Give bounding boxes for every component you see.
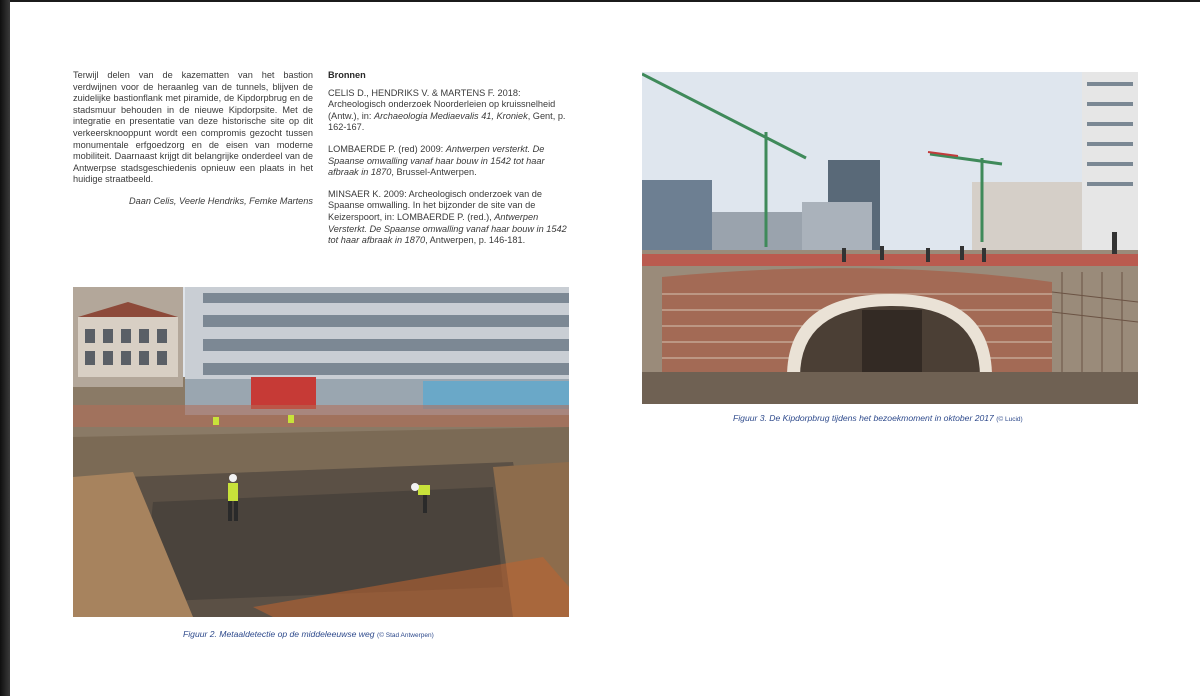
figure-3-caption: Figuur 3. De Kipdorpbrug tijdens het bezoekmoment in oktober 2017 (© Lucid) (733, 413, 1023, 423)
sources-column (328, 70, 573, 257)
document-page (10, 2, 1200, 696)
figure-3-photo (642, 72, 1138, 404)
figure-2-caption: Figuur 2. Metaaldetectie op de middeleeuwse weg (© Stad Antwerpen) (183, 629, 434, 639)
viewer-edge (0, 0, 10, 696)
reference-minsaer: MINSAER K. 2009: Archeologisch onderzoek van de Spaanse omwalling. In het bijzonder de site van de Keizerspoort, in: LOMBAERDE P. (red.), Antwerpen Versterkt. De Spaanse omwalling vanaf haar bouw in 1542 tot haar afbraak in 1870, Antwerpen, p. 146-181. (328, 188, 567, 246)
reference-celis: CELIS D., HENDRIKS V. & MARTENS F. 2018: Archeologisch onderzoek Noorderleien op kruissnelheid (Antw.), in: Archaeologia Mediaevalis 41, Kroniek, Gent, p. 162-167. (328, 87, 566, 133)
text-column-left (73, 70, 313, 218)
figure-2-photo (73, 287, 569, 617)
closing-paragraph: Terwijl delen van de kazematten van het bastion verdwijnen voor de heraanleg van de tunnels, blijven de zuidelijke bastionflank met piramide, de Kipdorpbrug en de stadsmuur behouden in de nieuwe Kipdorpsite. Met de integratie en presentatie van deze historische site op dit verkeersknooppunt wordt een compromis gezocht tussen monumentale erfgoedzorg en de eisen van moderne mobiliteit. Daarnaast krijgt dit belangrijke onderdeel van de Antwerpse stadsgeschiedenis opnieuw een plaats in het huidige straatbeeld. (73, 70, 313, 185)
authors-line: Daan Celis, Veerle Hendriks, Femke Martens (129, 195, 313, 206)
sources-heading: Bronnen (328, 70, 366, 80)
reference-lombaerde: LOMBAERDE P. (red) 2009: Antwerpen versterkt. De Spaanse omwalling vanaf haar bouw in 1542 tot haar afbraak in 1870, Brussel-Antwerpen. (328, 143, 545, 178)
